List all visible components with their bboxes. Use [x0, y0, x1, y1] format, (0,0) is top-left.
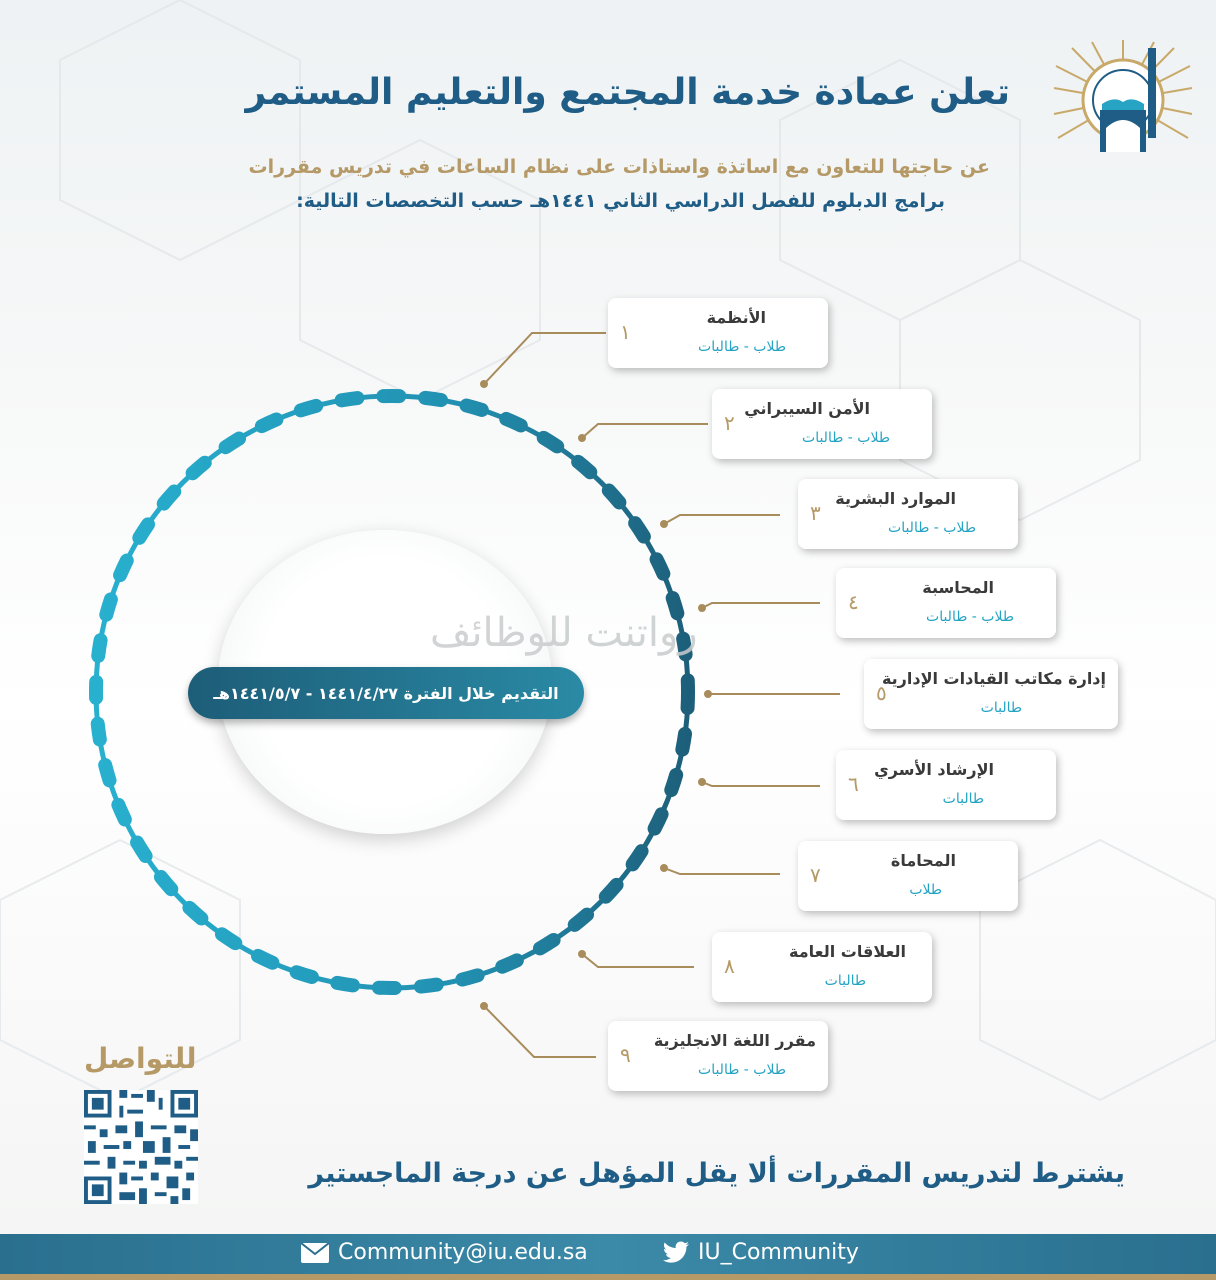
card-gender: طلاب - طالبات [698, 1062, 786, 1078]
footer-twitter[interactable] [660, 1240, 859, 1265]
twitter-handle: IU_Community [698, 1240, 859, 1265]
card-title: الموارد البشرية [835, 489, 956, 508]
card-number: ١ [620, 320, 631, 344]
footer-gold-stripe [0, 1274, 1216, 1280]
twitter-bird-icon [660, 1241, 690, 1265]
card-number: ٣ [810, 501, 821, 525]
specialization-card-2 [712, 389, 932, 459]
footer-bar [0, 1234, 1216, 1280]
specialization-card-1 [608, 298, 828, 368]
specialization-card-8 [712, 932, 932, 1002]
specialization-card-4 [836, 568, 1056, 638]
email-text: Community@iu.edu.sa [338, 1240, 588, 1265]
envelope-icon [300, 1242, 330, 1264]
card-number: ٨ [724, 954, 735, 978]
card-title: العلاقات العامة [789, 942, 906, 961]
qr-code-icon[interactable] [82, 1090, 200, 1204]
card-gender: طالبات [980, 700, 1022, 716]
specialization-card-9 [608, 1021, 828, 1091]
card-title: مقرر اللغة الانجليزية [653, 1031, 816, 1050]
card-number: ٩ [620, 1043, 631, 1067]
card-gender: طلاب - طالبات [698, 339, 786, 355]
card-gender: طلاب [909, 882, 942, 898]
card-number: ٢ [724, 411, 735, 435]
contact-label: للتواصل [84, 1042, 197, 1075]
footer-email[interactable] [300, 1240, 588, 1265]
application-period-banner: التقديم خلال الفترة ١٤٤١/٤/٢٧ - ١٤٤١/٥/٧هـ [188, 667, 584, 719]
page-title: تعلن عمادة خدمة المجتمع والتعليم المستمر [245, 72, 1010, 113]
card-gender: طلاب - طالبات [888, 520, 976, 536]
card-title: المحاسبة [922, 578, 994, 597]
specialization-card-3 [798, 479, 1018, 549]
card-number: ٦ [848, 772, 859, 796]
card-gender: طالبات [824, 973, 866, 989]
specialization-card-5 [864, 659, 1118, 729]
subtitle-line-2: برامج الدبلوم للفصل الدراسي الثاني ١٤٤١هـ حسب التخصصات التالية: [296, 190, 945, 212]
specialization-card-7 [798, 841, 1018, 911]
subtitle-line-1: عن حاجتها للتعاون مع اساتذة واستاذات على نظام الساعات في تدريس مقررات [248, 156, 990, 178]
card-title: الأمن السيبراني [744, 399, 870, 418]
card-title: الإرشاد الأسري [874, 760, 994, 779]
card-number: ٤ [848, 590, 859, 614]
watermark: رواتنت للوظائف [430, 610, 698, 656]
card-gender: طالبات [942, 791, 984, 807]
card-number: ٥ [876, 681, 887, 705]
card-gender: طلاب - طالبات [802, 430, 890, 446]
card-title: المحاماة [890, 851, 956, 870]
card-gender: طلاب - طالبات [926, 609, 1014, 625]
requirement-text: يشترط لتدريس المقررات ألا يقل المؤهل عن درجة الماجستير [308, 1158, 1125, 1189]
card-title: إدارة مكاتب القيادات الإدارية [881, 669, 1106, 688]
card-title: الأنظمة [706, 308, 766, 327]
card-number: ٧ [810, 863, 821, 887]
specialization-card-6 [836, 750, 1056, 820]
